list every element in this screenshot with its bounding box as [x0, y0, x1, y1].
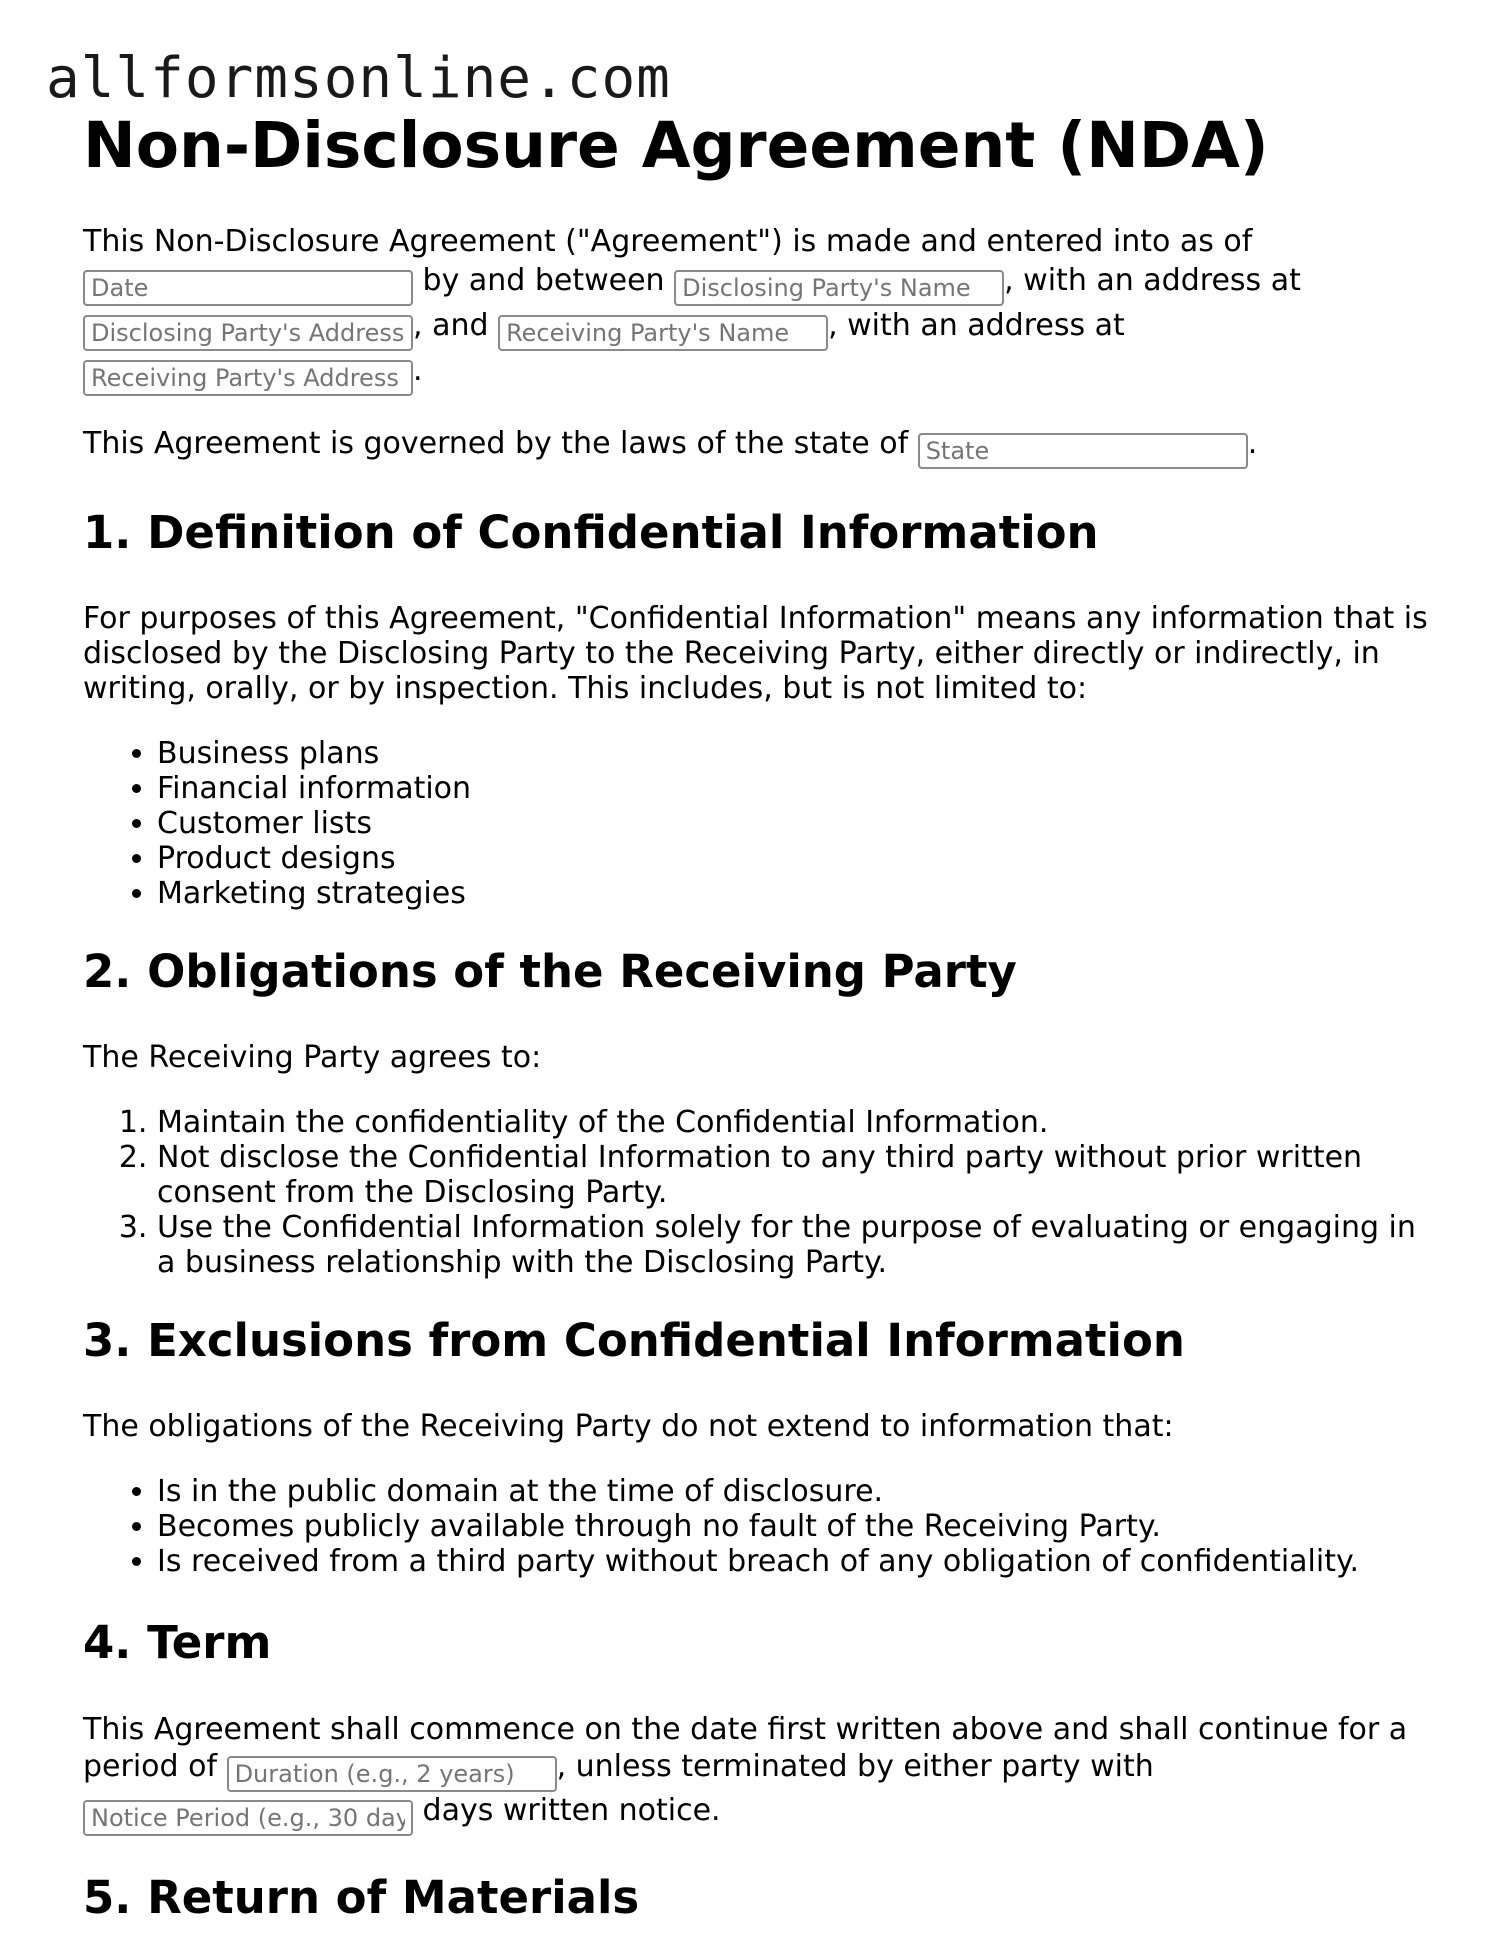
list-item: • Product designs [157, 841, 1433, 876]
list-item: • Customer lists [157, 806, 1433, 841]
notice-period-input[interactable] [83, 1800, 413, 1836]
list-item: • Financial information [157, 771, 1433, 806]
governing-law-text: This Agreement is governed by the laws of the state of [83, 426, 918, 461]
term-text-2: , unless terminated by either party with [556, 1749, 1154, 1784]
section-3-heading: 3. Exclusions from Confidential Information [83, 1314, 1185, 1367]
list-item: 2. Not disclose the Confidential Information to any third party without prior written consent from the Disclosing Party. [157, 1140, 1433, 1210]
list-item: • Is in the public domain at the time of disclosure. [157, 1474, 1433, 1509]
section-2-heading: 2. Obligations of the Receiving Party [83, 945, 1017, 998]
intro-text-3: , with an address at [1004, 263, 1301, 298]
page-title: Non-Disclosure Agreement (NDA) [83, 109, 1269, 182]
list-item: 1. Maintain the confidentiality of the Confidential Information. [157, 1105, 1433, 1140]
section-1-heading: 1. Definition of Confidential Information [83, 506, 1099, 559]
receiving-party-address-input[interactable] [83, 360, 413, 396]
duration-input[interactable] [227, 1756, 557, 1792]
disclosing-party-name-input[interactable] [674, 270, 1004, 306]
list-item: • Marketing strategies [157, 876, 1433, 911]
section-1-paragraph: For purposes of this Agreement, "Confidential Information" means any information that is disclosed by the Disclosing Party to the Receiving Party, either directly or indirectly, in writing, orally, or by inspection. This includes, but is not limited to: [83, 601, 1428, 706]
obligations-list [83, 1105, 1433, 1280]
disclosing-party-address-input[interactable] [83, 315, 413, 351]
intro-text-4: , and [413, 308, 499, 343]
watermark: allformsonline.com [46, 46, 671, 111]
term-text-3: days written notice. [413, 1793, 721, 1828]
receiving-party-name-input[interactable] [498, 315, 828, 351]
section-2-paragraph: The Receiving Party agrees to: [83, 1040, 542, 1075]
section-5-heading: 5. Return of Materials [83, 1871, 640, 1924]
date-input[interactable] [83, 270, 413, 306]
intro-text-6: . [413, 353, 423, 388]
list-item: • Business plans [157, 736, 1433, 771]
state-input[interactable] [918, 433, 1248, 469]
intro-text-5: , with an address at [828, 308, 1125, 343]
list-item: • Becomes publicly available through no fault of the Receiving Party. [157, 1509, 1433, 1544]
section-4-heading: 4. Term [83, 1616, 272, 1669]
intro-paragraph [83, 222, 1433, 396]
list-item: • Is received from a third party without breach of any obligation of confidentiality. [157, 1544, 1433, 1579]
governing-law-paragraph [83, 426, 1433, 469]
governing-law-end: . [1247, 426, 1258, 461]
section-4-paragraph [83, 1711, 1433, 1836]
intro-text-2: by and between [413, 263, 675, 298]
term-text-1: This Agreement shall commence on the date first written above and shall continue for a period of [83, 1712, 1408, 1784]
exclusions-list [83, 1474, 1433, 1579]
confidential-info-list [83, 736, 1433, 911]
list-item: 3. Use the Confidential Information solely for the purpose of evaluating or engaging in a business relationship with the Disclosing Party. [157, 1210, 1433, 1280]
document [83, 108, 1433, 1926]
intro-text-1: This Non-Disclosure Agreement ("Agreement") is made and entered into as of [83, 224, 1253, 259]
section-3-paragraph: The obligations of the Receiving Party do not extend to information that: [83, 1409, 1174, 1444]
